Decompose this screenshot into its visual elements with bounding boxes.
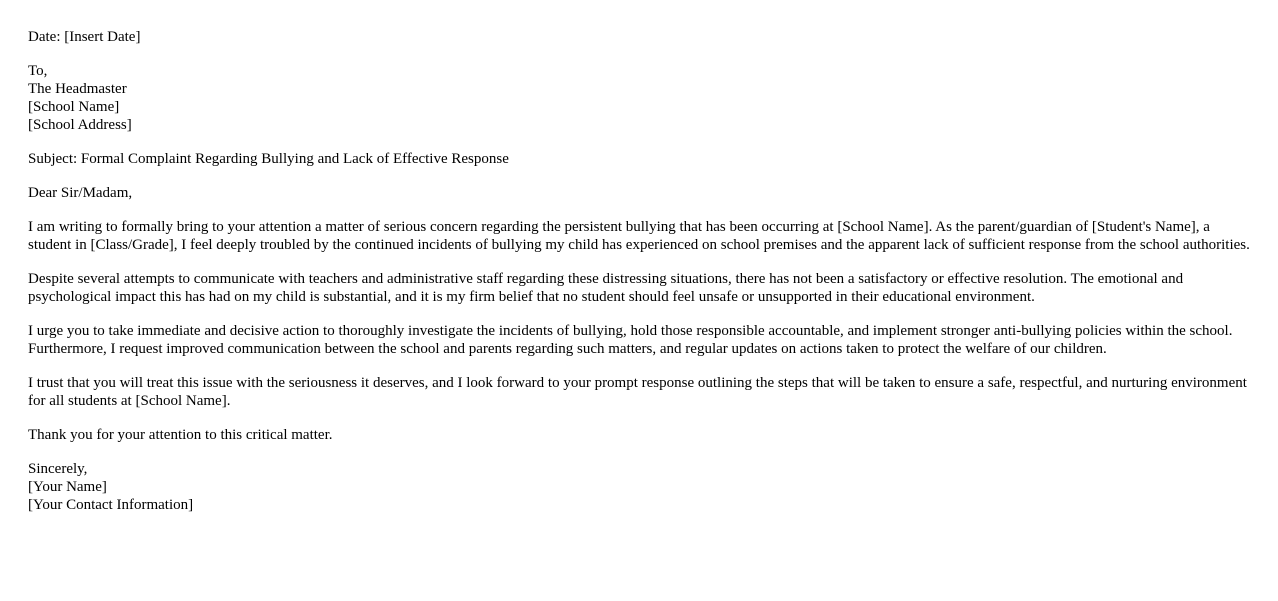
closing-name: [Your Name] (28, 479, 107, 495)
letter-subject: Subject: Formal Complaint Regarding Bullying and Lack of Effective Response (28, 151, 509, 167)
letter-document (28, 28, 1254, 530)
body-paragraph-1: I am writing to formally bring to your attention a matter of serious concern regarding the persistent bullying that has been occurring at [School Name]. As the parent/guardian of [Student's Name], a student in [Class/Grade], I feel deeply troubled by the continued incidents of bullying my child has experienced on school premises and the apparent lack of sufficient response from the school authorities. (28, 219, 1250, 253)
letter-salutation: Dear Sir/Madam, (28, 185, 133, 201)
letter-thanks: Thank you for your attention to this critical matter. (28, 427, 333, 443)
recipient-block (28, 62, 1254, 134)
body-paragraph-3: I urge you to take immediate and decisive action to thoroughly investigate the incidents of bullying, hold those responsible accountable, and implement stronger anti-bullying policies within the school. Furthermore, I request improved communication between the school and parents regarding such matters, and regular updates on actions taken to protect the welfare of our children. (28, 323, 1233, 357)
body-paragraph-4: I trust that you will treat this issue with the seriousness it deserves, and I look forward to your prompt response outlining the steps that will be taken to ensure a safe, respectful, and nurturing environment for all students at [School Name]. (28, 375, 1247, 409)
closing-contact: [Your Contact Information] (28, 497, 194, 513)
closing-block (28, 460, 1254, 514)
closing-sign-off: Sincerely, (28, 461, 88, 477)
recipient-title: The Headmaster (28, 81, 127, 97)
recipient-school-name: [School Name] (28, 99, 120, 115)
recipient-to: To, (28, 63, 48, 79)
body-paragraph-2: Despite several attempts to communicate with teachers and administrative staff regarding these distressing situations, there has not been a satisfactory or effective resolution. The emotional and psychological impact this has had on my child is substantial, and it is my firm belief that no student should feel unsafe or unsupported in their educational environment. (28, 271, 1184, 305)
letter-date: Date: [Insert Date] (28, 29, 141, 45)
recipient-school-address: [School Address] (28, 117, 132, 133)
